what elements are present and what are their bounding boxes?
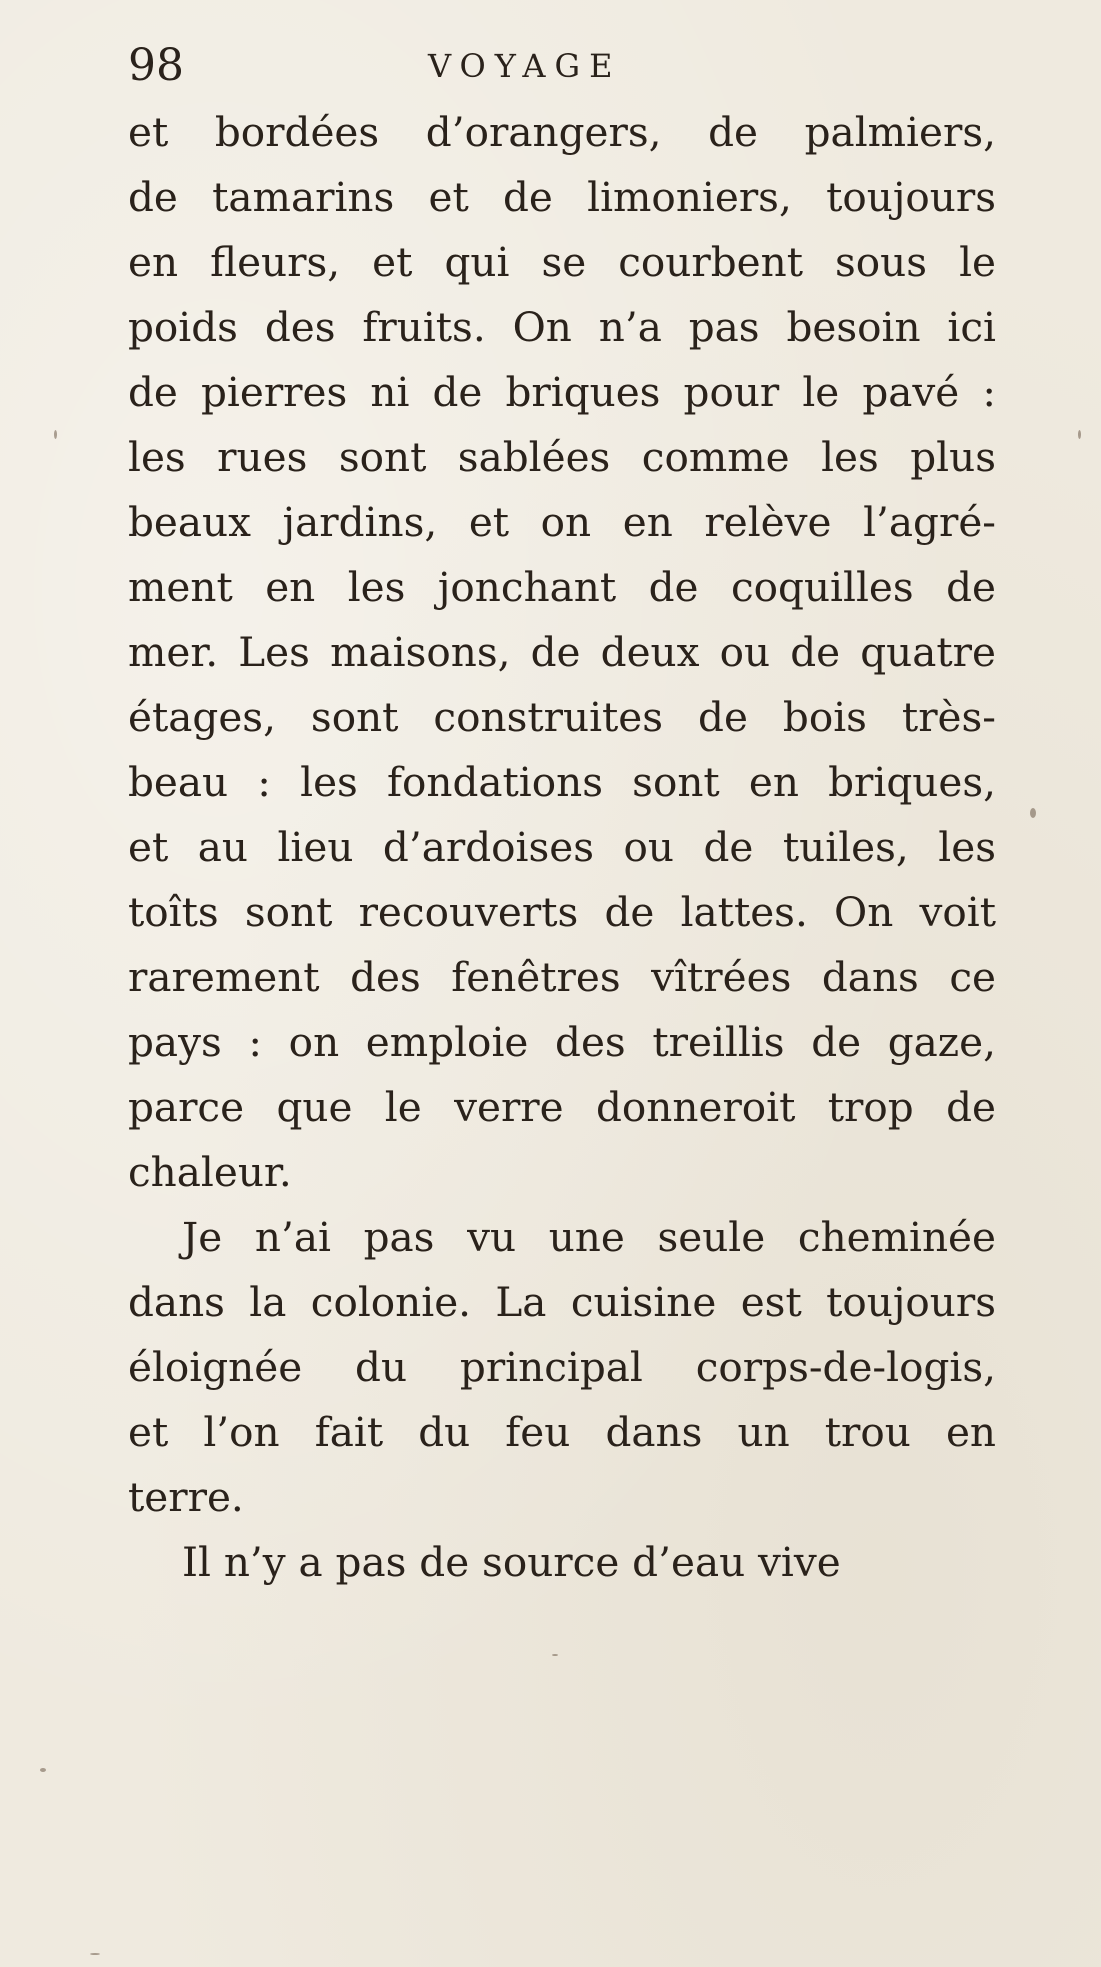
- paragraph-start-line: Il n’y a pas de source d’eau vive: [182, 1538, 841, 1586]
- page-header: [128, 36, 998, 96]
- text-line: de tamarins et de limoniers, toujours: [128, 173, 996, 221]
- text-line: chaleur.: [128, 1148, 292, 1196]
- text-line: et bordées d’orangers, de palmiers,: [128, 108, 996, 156]
- paper-speck: [1078, 430, 1081, 439]
- text-line: pays : on emploie des treillis de gaze,: [128, 1018, 996, 1066]
- text-line: les rues sont sablées comme les plus: [128, 433, 996, 481]
- text-line: terre.: [128, 1473, 244, 1521]
- text-line: et au lieu d’ardoises ou de tuiles, les: [128, 823, 996, 871]
- paper-speck: [552, 1654, 558, 1656]
- running-title: VOYAGE: [428, 47, 622, 85]
- text-line: dans la colonie. La cuisine est toujours: [128, 1278, 996, 1326]
- text-line: ment en les jonchant de coquilles de: [128, 563, 996, 611]
- text-line: poids des fruits. On n’a pas besoin ici: [128, 303, 996, 351]
- text-line: étages, sont construites de bois très-: [128, 693, 996, 741]
- paragraph-start-line: Je n’ai pas vu une seule cheminée: [182, 1213, 996, 1261]
- text-line: rarement des fenêtres vîtrées dans ce: [128, 953, 996, 1001]
- paper-speck: [54, 430, 57, 439]
- paper-speck: [40, 1768, 46, 1772]
- text-line: de pierres ni de briques pour le pavé :: [128, 368, 996, 416]
- text-line: beaux jardins, et on en relève l’agré-: [128, 498, 996, 546]
- body-text: [128, 100, 996, 1595]
- text-line: et l’on fait du feu dans un trou en: [128, 1408, 996, 1456]
- text-line: beau : les fondations sont en briques,: [128, 758, 996, 806]
- text-line: mer. Les maisons, de deux ou de quatre: [128, 628, 996, 676]
- text-line: en fleurs, et qui se courbent sous le: [128, 238, 996, 286]
- text-line: toîts sont recouverts de lattes. On voit: [128, 888, 996, 936]
- page-number: 98: [128, 40, 184, 91]
- paper-speck: [1030, 808, 1036, 818]
- paper-speck: [90, 1953, 100, 1955]
- text-line: éloignée du principal corps-de-logis,: [128, 1343, 996, 1391]
- text-line: parce que le verre donneroit trop de: [128, 1083, 996, 1131]
